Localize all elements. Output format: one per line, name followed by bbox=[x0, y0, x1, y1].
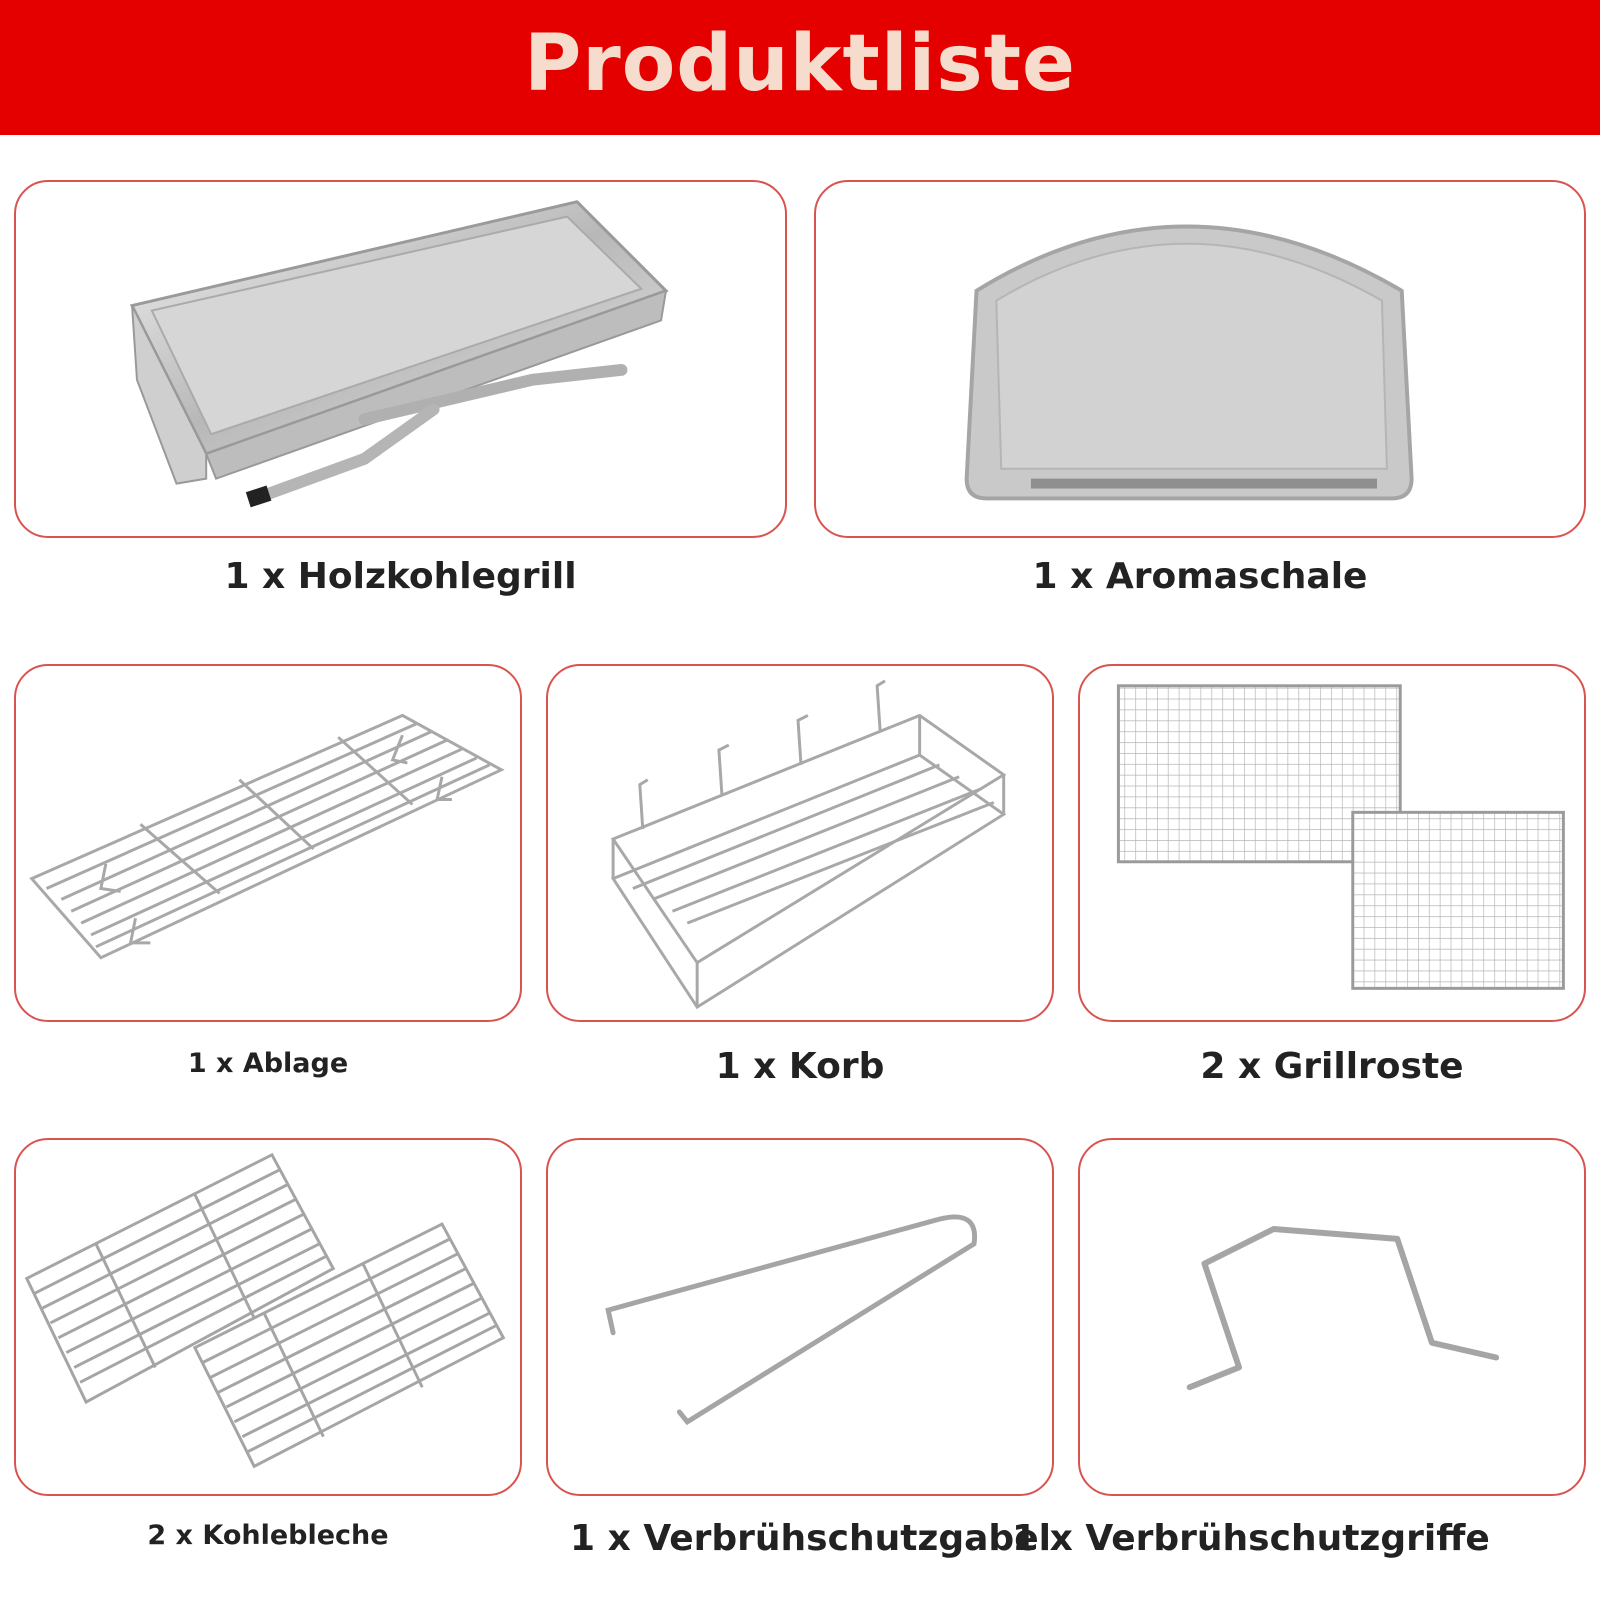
card-verbruehschutzgriffe bbox=[1078, 1138, 1586, 1496]
aroma-tray-image bbox=[816, 182, 1584, 536]
grill-grates-image bbox=[1080, 666, 1584, 1020]
caption-grillroste: 2 x Grillroste bbox=[1200, 1046, 1464, 1087]
caption-verbruehschutzgriffe: 1 x Verbrühschutzgriffe bbox=[1012, 1518, 1490, 1559]
caption-aromaschale: 1 x Aromaschale bbox=[1032, 556, 1368, 597]
card-verbruehschutzgabel bbox=[546, 1138, 1054, 1496]
caption-ablage: 1 x Ablage bbox=[187, 1048, 349, 1079]
card-korb bbox=[546, 664, 1054, 1022]
scald-guard-handle-image bbox=[1080, 1140, 1584, 1494]
card-ablage bbox=[14, 664, 522, 1022]
wire-shelf-image bbox=[16, 666, 520, 1020]
charcoal-racks-image bbox=[16, 1140, 520, 1494]
card-kohlebleche bbox=[14, 1138, 522, 1496]
charcoal-grill-image bbox=[16, 182, 785, 536]
wire-basket-image bbox=[548, 666, 1052, 1020]
page-title: Produktliste bbox=[524, 18, 1076, 109]
header-banner bbox=[0, 0, 1600, 135]
caption-verbruehschutzgabel: 1 x Verbrühschutzgabel bbox=[570, 1518, 1051, 1559]
scald-guard-fork-image bbox=[548, 1140, 1052, 1494]
card-aromaschale bbox=[814, 180, 1586, 538]
caption-korb: 1 x Korb bbox=[715, 1046, 885, 1087]
card-holzkohlegrill bbox=[14, 180, 787, 538]
card-grillroste bbox=[1078, 664, 1586, 1022]
caption-holzkohlegrill: 1 x Holzkohlegrill bbox=[224, 556, 577, 597]
caption-kohlebleche: 2 x Kohlebleche bbox=[147, 1520, 389, 1551]
